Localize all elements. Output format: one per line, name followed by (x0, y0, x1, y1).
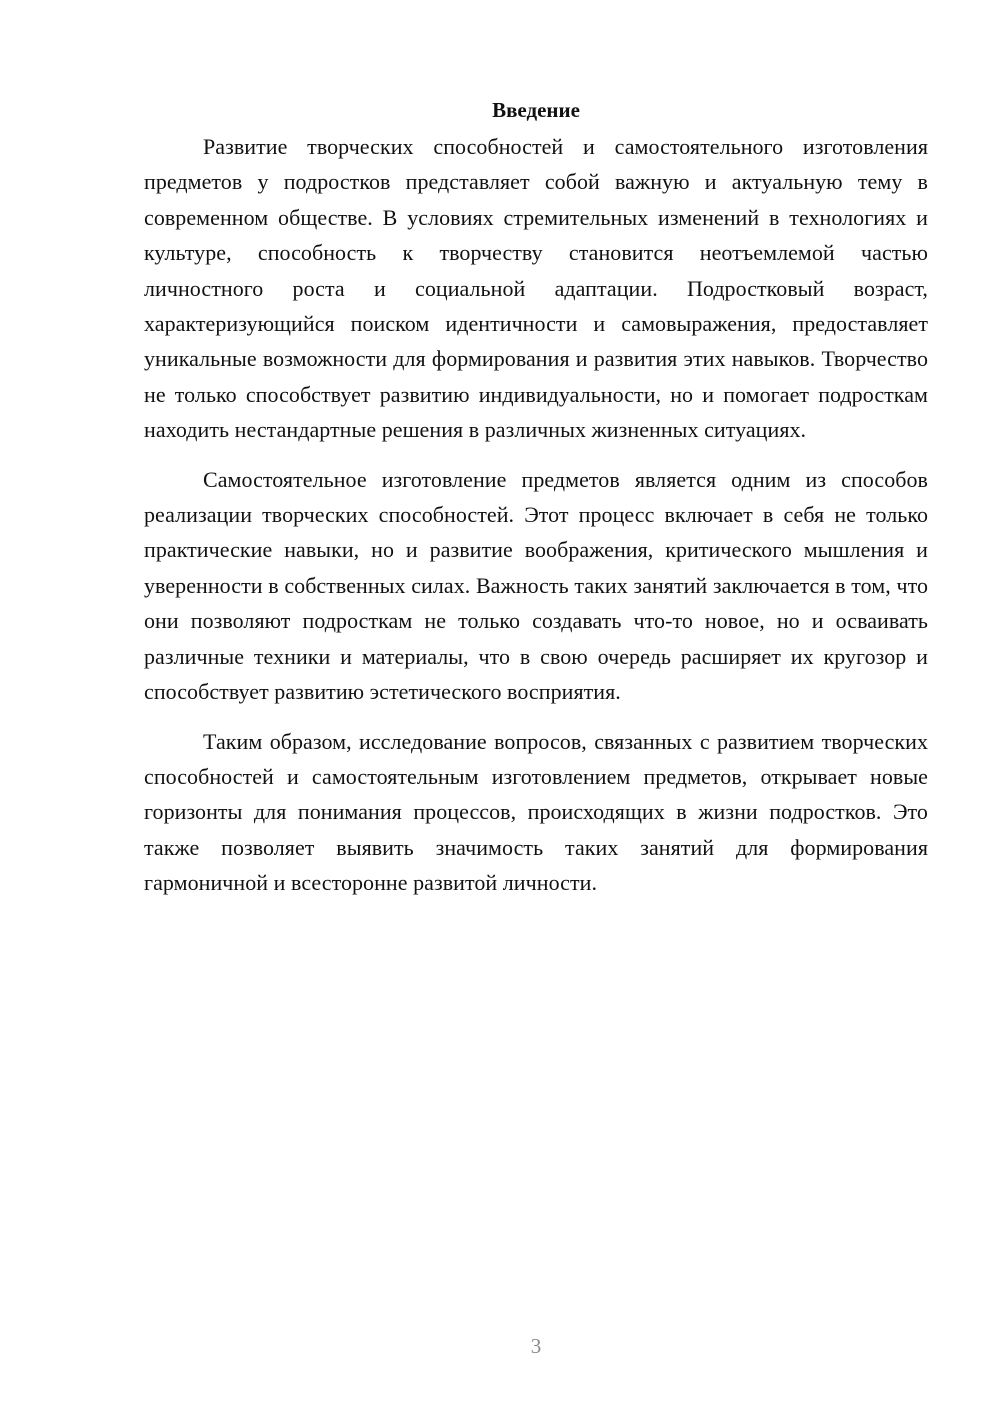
paragraph-2: Самостоятельное изготовление предметов является одним из способов реализации творческих способностей. Этот процесс включает в себя не только практические навыки, но и развитие воображения, критического мышления и уверенности в собственных силах. Важность таких занятий заключается в том, что они позволяют подросткам не только создавать что-то новое, но и осваивать различные техники и материалы, что в свою очередь расширяет их кругозор и способствует развитию эстетического восприятия. (144, 466, 928, 705)
paragraph-1: Развитие творческих способностей и самостоятельного изготовления предметов у подростков представляет собой важную и актуальную тему в современном обществе. В условиях стремительных изменений в технологиях и культуре, способность к творчеству становится неотъемлемой частью личностного роста и социальной адаптации. Подростковый возраст, характеризующийся поиском идентичности и самовыражения, предоставляет уникальные возможности для формирования и развития этих навыков. Творчество не только способствует развитию индивидуальности, но и помогает подросткам находить нестандартные решения в различных жизненных ситуациях. (144, 134, 928, 443)
paragraph-3: Таким образом, исследование вопросов, связанных с развитием творческих способностей и самостоятельным изготовлением предметов, открывает новые горизонты для понимания процессов, происходящих в жизни подростков. Это также позволяет выявить значимость таких занятий для формирования гармоничной и всесторонне развитой личности. (144, 728, 928, 896)
section-heading: Введение (492, 98, 580, 122)
page-number: 3 (530, 1334, 542, 1358)
page-content (144, 95, 928, 915)
